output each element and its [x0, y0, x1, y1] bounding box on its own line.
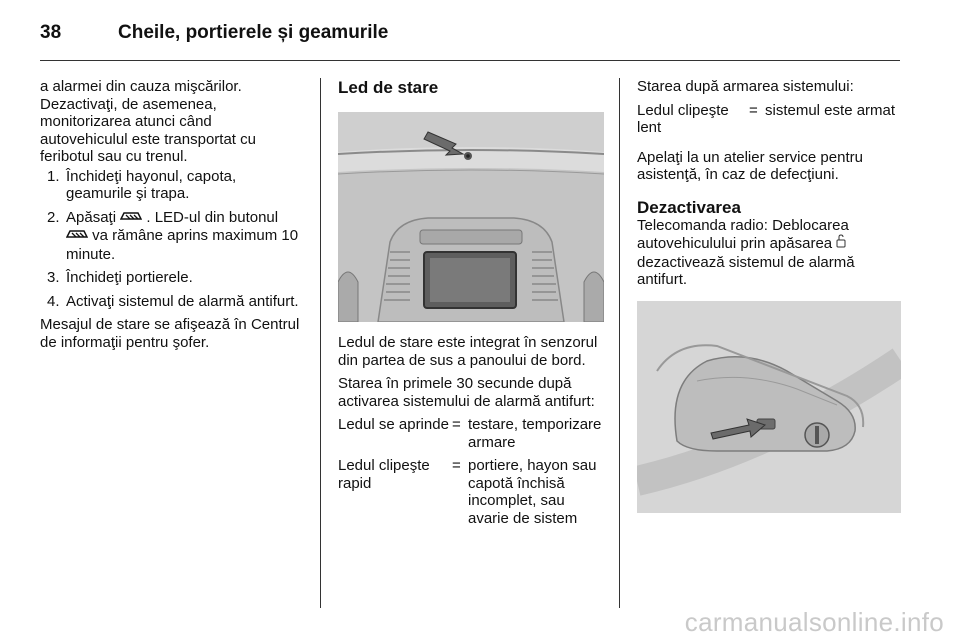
chapter-title: Cheile, portierele și geamurile — [118, 22, 389, 43]
column-left — [40, 78, 302, 351]
step-text: Apăsaţi — [66, 208, 117, 226]
list-item — [40, 269, 302, 287]
paragraph: Starea după armarea sistemului: — [637, 78, 854, 95]
car-lock-icon — [66, 229, 92, 244]
definition-equals: = — [452, 416, 461, 433]
deactivation-paragraph — [637, 217, 901, 289]
header-divider — [40, 60, 900, 61]
definition-row — [637, 102, 901, 137]
step-number: 4. — [47, 292, 60, 310]
watermark: carmanualsonline.info — [684, 607, 944, 637]
list-item — [40, 168, 302, 203]
step-text: va rămâne aprins maximum 10 minute. — [66, 227, 299, 263]
list-item — [40, 293, 302, 311]
definition-term: Ledul clipeşte rapid — [338, 457, 430, 492]
definition-term: Ledul se aprinde — [338, 416, 449, 433]
unlock-icon — [836, 237, 846, 252]
page-header — [40, 22, 900, 48]
definition-row — [338, 457, 604, 527]
column-divider-1 — [320, 78, 321, 608]
paragraph-text: Telecomanda radio: Deblocarea autovehiculului prin apăsarea — [637, 216, 849, 252]
page-number: 38 — [40, 22, 62, 43]
steps-list — [40, 168, 302, 311]
definition-description: sistemul este armat — [765, 101, 896, 119]
section-title: Led de stare — [338, 78, 439, 97]
intro-paragraph: a alarmei din cauza mişcărilor. Dezactivaţi, de asemenea, monitorizarea atunci când autovehiculul este transportat cu feribotul sau cu trenul. — [40, 78, 256, 165]
outro-paragraph: Mesajul de stare se afişează în Centrul de informaţii pentru şofer. — [40, 316, 300, 351]
column-divider-2 — [619, 78, 620, 608]
step-text: Activaţi sistemul de alarmă antifurt. — [66, 292, 299, 310]
paragraph: Starea în primele 30 secunde după activarea sistemului de alarmă antifurt: — [338, 375, 595, 410]
definition-equals: = — [452, 457, 461, 474]
photo-caption: Ledul de stare este integrat în senzorul din partea de sus a panoului de bord. — [338, 334, 598, 369]
step-number: 3. — [47, 269, 60, 286]
car-lock-icon — [120, 211, 146, 226]
dashboard-photo — [338, 112, 604, 322]
definition-description: portiere, hayon sau capotă închisă incomplet, sau avarie de sistem — [468, 457, 597, 527]
step-number: 1. — [47, 167, 60, 185]
list-item — [40, 209, 302, 264]
status-led-icon — [464, 152, 472, 160]
definition-term: Ledul clipeşte lent — [637, 101, 729, 136]
step-number: 2. — [47, 208, 60, 226]
paragraph: Apelaţi la un atelier service pentru asistenţă, în caz de defecţiuni. — [637, 148, 863, 183]
subheading: Dezactivarea — [637, 197, 741, 217]
definition-equals: = — [749, 101, 758, 119]
definition-description: testare, temporizare armare — [468, 416, 602, 451]
door-handle-photo — [637, 301, 901, 513]
step-text: . LED-ul din butonul — [146, 208, 279, 226]
lock-cylinder-icon — [805, 423, 829, 447]
step-text: Închideţi portierele. — [66, 269, 193, 286]
step-text: Închideţi hayonul, capota, geamurile şi trapa. — [66, 167, 237, 202]
definition-row — [338, 416, 604, 451]
column-middle — [338, 78, 604, 533]
column-right — [637, 78, 901, 513]
paragraph-text: dezactivează sistemul de alarmă antifurt. — [637, 253, 855, 288]
